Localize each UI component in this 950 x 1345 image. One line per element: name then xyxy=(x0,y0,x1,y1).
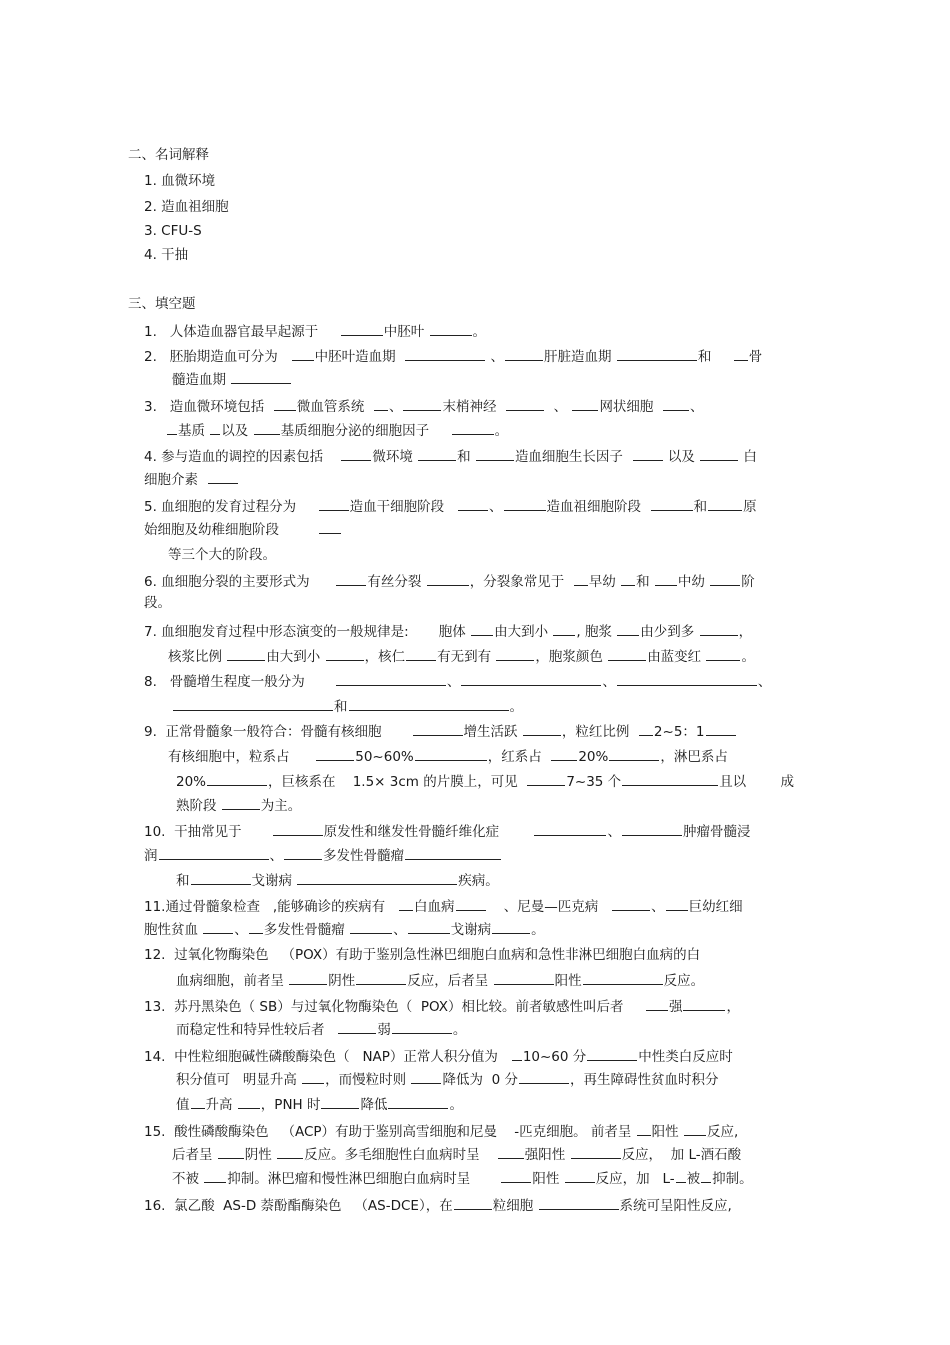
question-11: 11.通过骨髓象检查 ,能够确诊的疾病有 白血病 、尼曼—匹克病 、 巨幼红细 xyxy=(144,896,743,916)
term-item: 1. 血微环境 xyxy=(144,173,216,189)
question-5: 5. 血细胞的发育过程分为 造血干细胞阶段 、 造血祖细胞阶段 和 原 xyxy=(144,496,757,516)
term-item: 3. CFU-S xyxy=(144,223,202,239)
question-14-cont-2: 值 升高 ，PNH 时 降低 。 xyxy=(176,1094,463,1114)
question-6-cont: 段。 xyxy=(144,595,171,611)
question-15-cont-1: 后者呈 阴性 反应。多毛细胞性白血病时呈 强阳性 反应， 加 L-酒石酸 xyxy=(172,1144,741,1164)
question-9-cont-1: 有核细胞中，粒系占 50~60% ，红系占 20% ，淋巴系占 xyxy=(168,746,728,766)
question-1: 1. 人体造血器官最早起源于 中胚叶 。 xyxy=(144,321,486,341)
question-7-cont: 核浆比例 由大到小 ，核仁 有无到有 ，胞浆颜色 由蓝变红 。 xyxy=(168,646,755,666)
question-2: 2. 胚胎期造血可分为 中胚叶造血期 、 肝脏造血期 和 骨 xyxy=(144,346,762,366)
question-7: 7. 血细胞发育过程中形态演变的一般规律是: 胞体 由大到小 , 胞浆 由少到多 ， xyxy=(144,621,752,641)
term-item: 2. 造血祖细胞 xyxy=(144,199,229,215)
question-16: 16. 氯乙酸 AS-D 萘酚酯酶染色 （AS-DCE），在 粒细胞 系统可呈阳性反应, xyxy=(144,1195,732,1215)
question-12: 12. 过氧化物酶染色 （POX）有助于鉴别急性淋巴细胞白血病和急性非淋巴细胞白血病的白 xyxy=(144,947,701,963)
question-14: 14. 中性粒细胞碱性磷酸酶染色（ NAP）正常人积分值为 10~60 分 中性类白反应时 xyxy=(144,1046,733,1066)
question-11-cont: 胞性贫血 、 多发性骨髓瘤 、 戈谢病 。 xyxy=(144,919,545,939)
section-heading-fill: 三、填空题 xyxy=(128,296,196,312)
question-14-cont-1: 积分值可 明显升高 ，而慢粒时则 降低为 0 分 ，再生障碍性贫血时积分 xyxy=(176,1069,718,1089)
question-15: 15. 酸性磷酸酶染色 （ACP）有助于鉴别高雪细胞和尼曼 -匹克细胞。 前者呈 阳性 反应, xyxy=(144,1121,738,1141)
question-4-cont: 细胞介素 xyxy=(144,469,239,489)
question-5-cont: 始细胞及幼稚细胞阶段 xyxy=(144,519,342,539)
question-9-cont-2: 20% ，巨核系在 1.5× 3cm 的片膜上，可见 7~35 个 且以 成 xyxy=(176,771,794,791)
question-13: 13. 苏丹黑染色（ SB）与过氧化物酶染色（ POX）相比较。前者敏感性叫后者 强 ， xyxy=(144,996,740,1016)
section-heading-terms: 二、名词解释 xyxy=(128,147,209,163)
term-item: 4. 干抽 xyxy=(144,247,189,263)
question-3: 3. 造血微环境包括 微血管系统 、 末梢神经 、 网状细胞 、 xyxy=(144,396,704,416)
question-15-cont-2: 不被 抑制。淋巴瘤和慢性淋巴细胞白血病时呈 阳性 反应，加 L- 被 抑制。 xyxy=(172,1168,753,1188)
question-8: 8. 骨髓增生程度一般分为 、 、 、 xyxy=(144,671,771,691)
question-6: 6. 血细胞分裂的主要形式为 有丝分裂 ，分裂象常见于 早幼 和 中幼 阶 xyxy=(144,571,755,591)
question-10-cont: 润 、 多发性骨髓瘤 xyxy=(144,845,502,865)
question-9-cont-3: 熟阶段 为主。 xyxy=(176,795,301,815)
question-2-cont: 髓造血期 xyxy=(172,369,292,389)
question-9: 9. 正常骨髓象一般符合：骨髓有核细胞 增生活跃 ，粒红比例 2~5：1 xyxy=(144,721,737,741)
question-10: 10. 干抽常见于 原发性和继发性骨髓纤维化症 、 肿瘤骨髓浸 xyxy=(144,821,750,841)
question-5-end: 等三个大的阶段。 xyxy=(168,547,276,563)
question-4: 4. 参与造血的调控的因素包括 微环境 和 造血细胞生长因子 以及 白 xyxy=(144,446,757,466)
question-3-cont: 基质 以及 基质细胞分泌的细胞因子 。 xyxy=(166,420,508,440)
question-8-cont: 和 。 xyxy=(172,696,523,716)
question-13-cont: 而稳定性和特异性较后者 弱 。 xyxy=(176,1019,466,1039)
question-10-end: 和 戈谢病 疾病。 xyxy=(176,870,499,890)
question-12-cont: 血病细胞，前者呈 阴性 反应，后者呈 阳性 反应。 xyxy=(176,970,704,990)
